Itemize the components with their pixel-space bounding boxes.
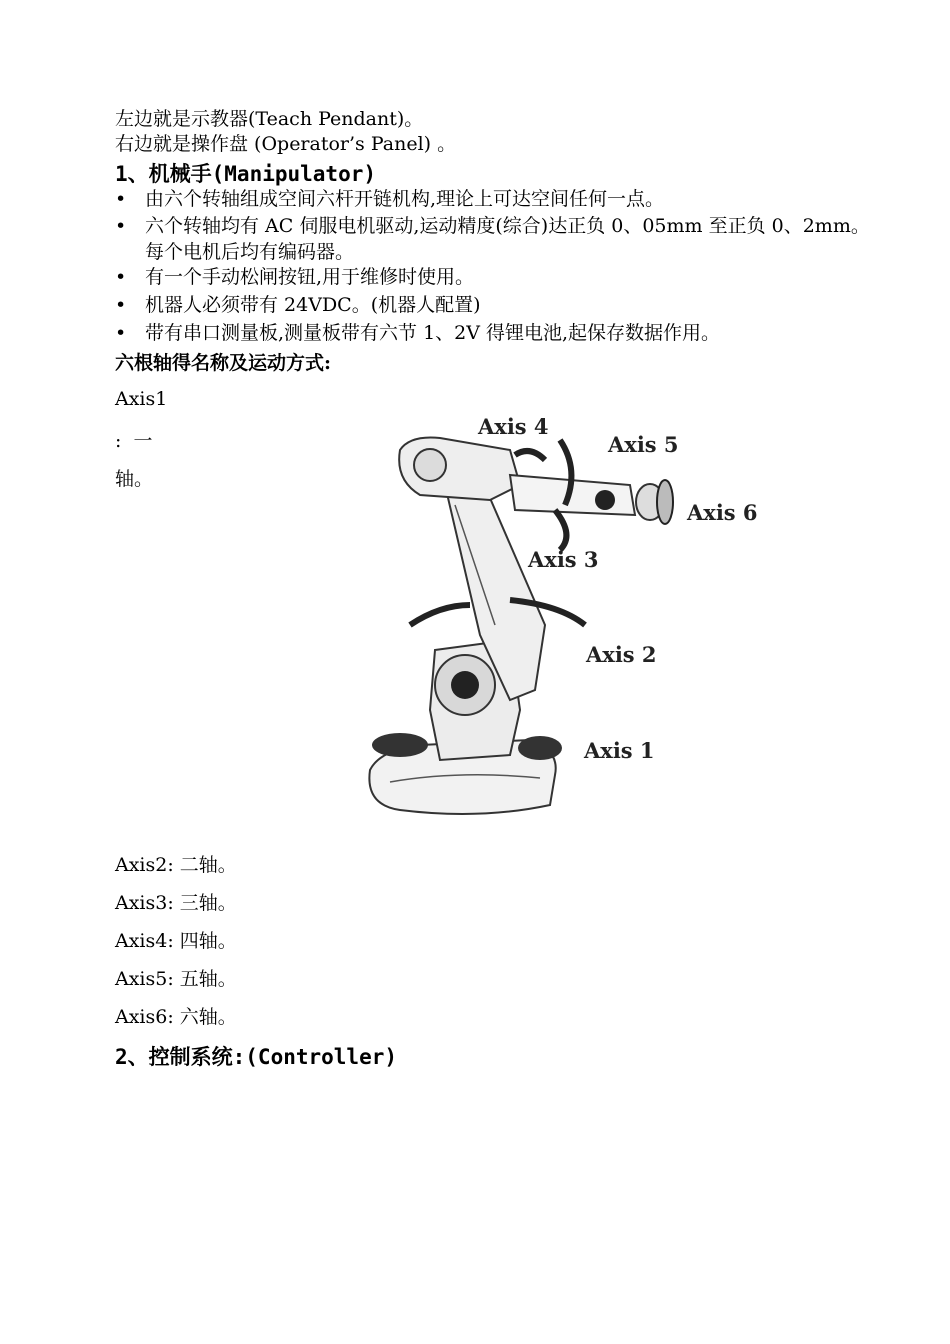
bullet-dot-icon: • — [115, 322, 127, 344]
label-axis-2: Axis 2 — [586, 642, 657, 667]
label-axis-3: Axis 3 — [528, 547, 599, 572]
bullet-item-1 — [115, 186, 875, 212]
bullet-item-2 — [115, 213, 875, 265]
label-axis-1: Axis 1 — [584, 738, 655, 763]
label-axis-4: Axis 4 — [478, 414, 549, 439]
bullet-item-4 — [115, 292, 875, 318]
axis1-text-part1: Axis1 — [115, 388, 168, 410]
axis5-line: Axis5: 五轴。 — [115, 968, 237, 990]
axis4-line: Axis4: 四轴。 — [115, 930, 237, 952]
axis1-text-part2: : 一 — [115, 430, 153, 452]
axis2-left-arrow-icon — [410, 605, 470, 625]
label-axis-6: Axis 6 — [687, 500, 758, 525]
bullet-text: 六个转轴均有 AC 伺服电机驱动,运动精度(综合)达正负 0、05mm 至正负 0、2mm。每个电机后均有编码器。 — [145, 215, 870, 263]
bullet-text: 由六个转轴组成空间六杆开链机构,理论上可达空间任何一点。 — [145, 188, 665, 210]
section-1-heading: 1、机械手(Manipulator) — [115, 162, 377, 186]
bullet-dot-icon: • — [115, 266, 127, 288]
axis1-right-rotor-icon — [518, 736, 562, 760]
axes-subheading: 六根轴得名称及运动方式: — [115, 352, 332, 374]
bullet-dot-icon: • — [115, 188, 127, 210]
intro-line-1: 左边就是示教器(Teach Pendant)。 — [115, 108, 424, 130]
bullet-item-3 — [115, 264, 875, 290]
axis2-line: Axis2: 二轴。 — [115, 854, 237, 876]
robot-arm-illustration — [360, 410, 760, 835]
bullet-text: 带有串口测量板,测量板带有六节 1、2V 得锂电池,起保存数据作用。 — [145, 322, 721, 344]
bullet-text: 机器人必须带有 24VDC。(机器人配置) — [145, 294, 481, 316]
axis6-line: Axis6: 六轴。 — [115, 1006, 237, 1028]
robot-arm-diagram — [360, 410, 760, 835]
bullet-dot-icon: • — [115, 215, 127, 237]
bullet-dot-icon: • — [115, 294, 127, 316]
axis1-text-part3: 轴。 — [115, 468, 154, 490]
axis3-line: Axis3: 三轴。 — [115, 892, 237, 914]
label-axis-5: Axis 5 — [608, 432, 679, 457]
axis1-left-rotor-icon — [372, 733, 428, 757]
bullet-text: 有一个手动松闸按钮,用于维修时使用。 — [145, 266, 475, 288]
axis3-arrow-icon — [555, 510, 566, 550]
bullet-item-5 — [115, 320, 875, 346]
section-2-heading: 2、控制系统:(Controller) — [115, 1045, 398, 1069]
intro-line-2: 右边就是操作盘 (Operator’s Panel) 。 — [115, 133, 457, 155]
axis4-arrow-icon — [515, 451, 545, 460]
